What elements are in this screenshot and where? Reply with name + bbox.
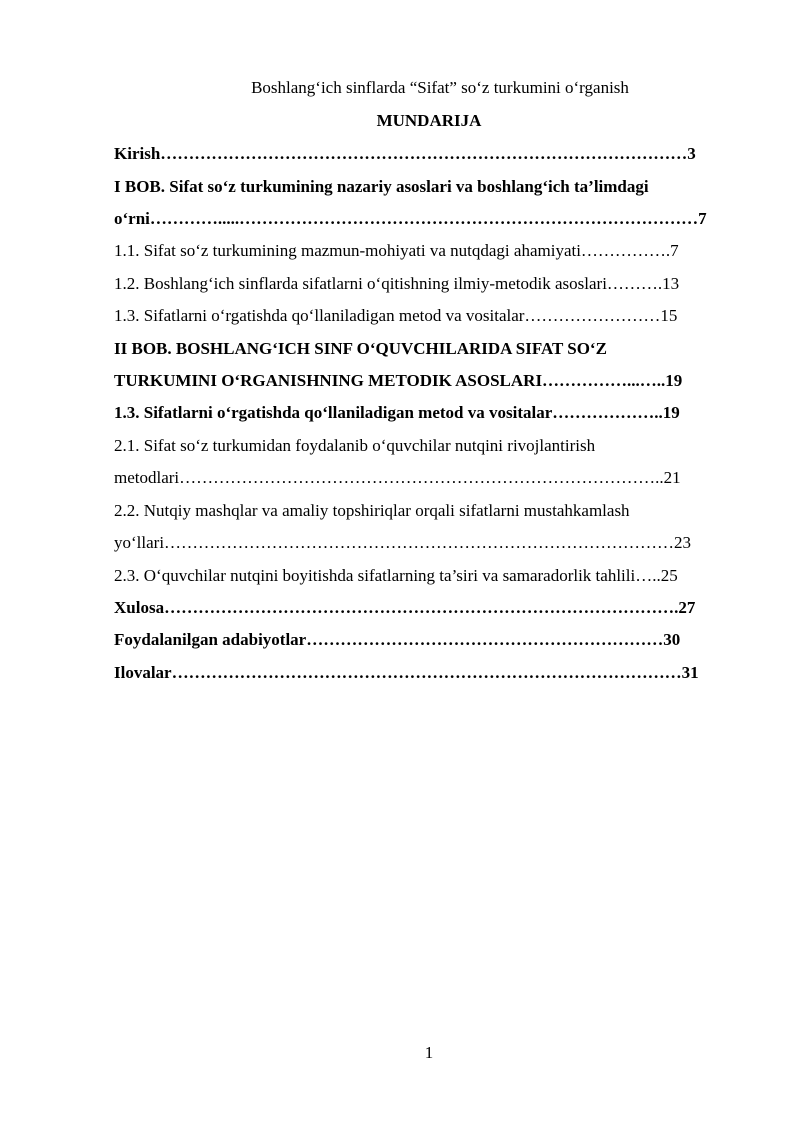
toc-entry: Xulosa……………………………………………………………………………….27 [114, 598, 696, 617]
toc-entry: 1.1. Sifat so‘z turkumining mazmun-mohiyati va nutqdagi ahamiyati…………….7 [114, 241, 679, 260]
toc-entry: 1.3. Sifatlarni o‘rgatishda qo‘llaniladigan metod va vositalar………………..19 [114, 403, 680, 422]
toc-entry: II BOB. BOSHLANG‘ICH SINF O‘QUVCHILARIDA SIFAT SO‘Z [114, 339, 607, 358]
toc-entry: o‘rni………….....………………………………………………………………………7 [114, 209, 707, 228]
toc-entry: Foydalanilgan adabiyotlar………………………………………………………30 [114, 630, 681, 649]
toc-entry: I BOB. Sifat so‘z turkumining nazariy asoslari va boshlang‘ich ta’limdagi [114, 177, 649, 196]
toc-entry: 2.1. Sifat so‘z turkumidan foydalanib o‘quvchilar nutqini rivojlantirish [114, 436, 596, 455]
toc-entry: metodlari…………………………………………………………………………..21 [114, 468, 681, 487]
toc-entry: yo‘llari………………………………………………………………………………23 [114, 533, 692, 552]
toc-heading: MUNDARIJA [376, 111, 482, 130]
toc-entry: 1.3. Sifatlarni o‘rgatishda qo‘llaniladigan metod va vositalar……………………15 [114, 306, 678, 325]
document-title: Boshlang‘ich sinflarda “Sifat” so‘z turkumini o‘rganish [251, 78, 629, 97]
toc-entry: Ilovalar………………………………………………………………………………31 [114, 663, 699, 682]
toc-entry: Kirish…………………………………………………………………………………3 [114, 144, 696, 163]
toc-entry: TURKUMINI O‘RGANISHNING METODIK ASOSLARI……………...…..19 [114, 371, 683, 390]
toc-entry: 1.2. Boshlang‘ich sinflarda sifatlarni o‘qitishning ilmiy-metodik asoslari……….13 [114, 274, 680, 293]
page-number: 1 [424, 1043, 434, 1062]
toc-entry: 2.2. Nutqiy mashqlar va amaliy topshiriqlar orqali sifatlarni mustahkamlash [114, 501, 630, 520]
toc-entry: 2.3. O‘quvchilar nutqini boyitishda sifatlarning ta’siri va samaradorlik tahlili…..25 [114, 566, 678, 585]
